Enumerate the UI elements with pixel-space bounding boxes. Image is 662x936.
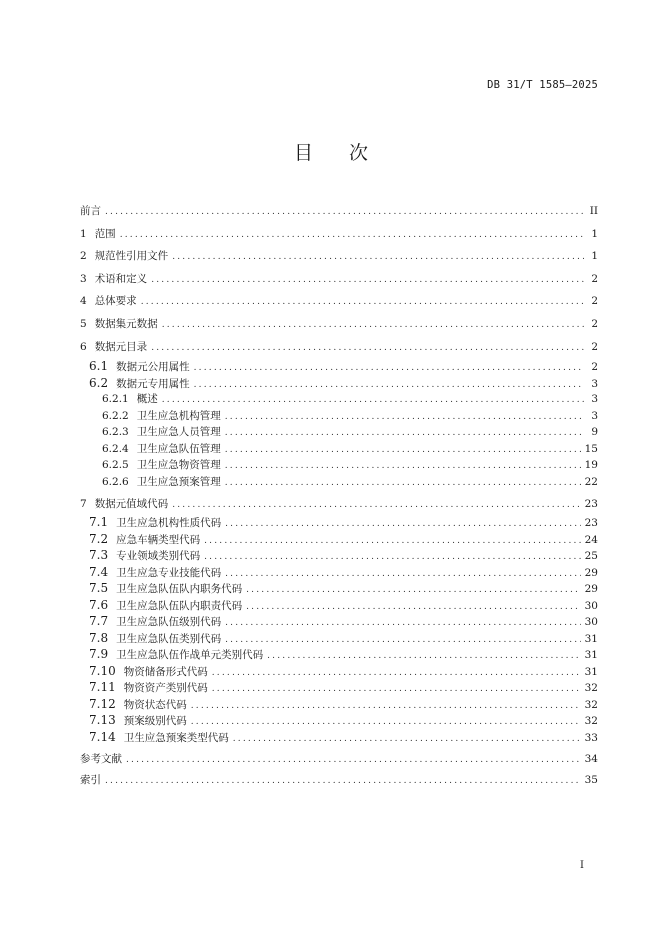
toc-dot-leader [212, 681, 581, 698]
toc-entry-title: 概述 [136, 393, 158, 406]
toc-entry-number: 7.13 [89, 713, 116, 728]
toc-entry-number: 7.3 [89, 548, 109, 563]
toc-entry-page: 1 [591, 227, 598, 240]
toc-entry-title: 术语和定义 [94, 272, 148, 285]
toc-dot-leader [225, 409, 584, 426]
toc-entry-number: 7.6 [89, 597, 109, 612]
toc-entry-title: 应急车辆类型代码 [116, 533, 201, 546]
toc-entry-title: 卫生应急预案管理 [136, 475, 221, 488]
toc-entry-title: 数据集元数据 [94, 317, 158, 330]
toc-entry-title: 前言 [80, 205, 101, 217]
toc-entry[interactable] [80, 531, 598, 548]
toc-entry-number: 7.10 [89, 663, 116, 678]
toc-entry-page: 1 [591, 250, 598, 263]
toc-entry-title: 预案级别代码 [123, 715, 187, 728]
toc-entry-number: 4 [80, 295, 87, 308]
toc-entry-number: 6 [80, 340, 87, 353]
toc-entry[interactable] [80, 375, 598, 392]
toc-entry-number: 7.7 [89, 614, 109, 629]
toc-entry[interactable] [80, 408, 598, 425]
toc-dot-leader [225, 442, 581, 459]
toc-entry-title: 数据元值域代码 [94, 498, 169, 511]
toc-entry-page: 31 [584, 665, 598, 678]
toc-entry-page: 30 [584, 599, 598, 612]
toc-dot-leader [194, 360, 584, 377]
toc-entry-page: 25 [584, 550, 598, 563]
toc-entry-page: 32 [584, 698, 598, 711]
toc-entry[interactable] [80, 290, 598, 313]
toc-entry-title: 专业领域类别代码 [116, 550, 201, 563]
toc-entry-title: 规范性引用文件 [94, 250, 169, 263]
toc-entry-page: 2 [591, 317, 598, 330]
toc-entry-title: 物资资产类别代码 [123, 682, 208, 695]
toc-entry[interactable] [80, 769, 598, 791]
toc-entry-page: 29 [584, 566, 598, 579]
toc-entry-title: 索引 [80, 774, 101, 787]
toc-entry-page: 29 [584, 583, 598, 596]
toc-entry-page: 15 [584, 442, 598, 455]
toc-entry[interactable] [80, 696, 598, 713]
toc-entry[interactable] [80, 613, 598, 630]
toc-dot-leader [151, 337, 584, 360]
toc-entry-number: 7.12 [89, 696, 116, 711]
toc-entry[interactable] [80, 564, 598, 581]
toc-entry-number: 7.2 [89, 531, 109, 546]
toc-entry[interactable] [80, 547, 598, 564]
toc-entry-page: 3 [591, 393, 598, 406]
toc-entry-page: 35 [584, 774, 598, 787]
toc-entry[interactable] [80, 245, 598, 268]
toc-dot-leader [233, 731, 581, 748]
toc-entry-number: 2 [80, 250, 87, 263]
toc-dot-leader [225, 458, 581, 475]
toc-entry-title: 卫生应急物资管理 [136, 459, 221, 472]
toc-entry-page: 23 [584, 498, 598, 511]
title-part-2: 次 [349, 142, 369, 164]
toc-entry-number: 7.8 [89, 630, 109, 645]
toc-entry-page: 19 [584, 459, 598, 472]
toc-dot-leader [225, 475, 581, 492]
toc-entry[interactable] [80, 441, 598, 458]
toc-entry-title: 卫生应急队伍队内职务代码 [116, 583, 243, 596]
toc-entry-number: 7 [80, 498, 87, 511]
standard-code: DB 31/T 1585—2025 [487, 79, 598, 91]
toc-entry-number: 7.11 [89, 680, 116, 695]
toc-entry-page: 33 [584, 731, 598, 744]
toc-entry-page: 22 [584, 475, 598, 488]
toc-dot-leader [120, 224, 584, 247]
toc-entry-page: 31 [584, 649, 598, 662]
toc-entry-page: 3 [591, 409, 598, 422]
toc-entry[interactable] [80, 514, 598, 531]
toc-dot-leader [225, 516, 581, 533]
toc-entry-title: 数据元目录 [94, 340, 148, 353]
toc-entry-number: 6.1 [89, 359, 109, 374]
toc-entry-page: 2 [591, 340, 598, 353]
toc-entry-page: 3 [591, 377, 598, 390]
toc-entry-title: 卫生应急人员管理 [136, 426, 221, 439]
toc-entry-page: 31 [584, 632, 598, 645]
toc-dot-leader [246, 582, 581, 599]
toc-entry-page: 2 [591, 272, 598, 285]
toc-entry-page: 24 [584, 533, 598, 546]
toc-entry[interactable] [80, 268, 598, 291]
toc-entry[interactable] [80, 391, 598, 408]
toc-entry-title: 卫生应急机构性质代码 [116, 517, 222, 530]
toc-dot-leader [204, 549, 581, 566]
toc-entry-number: 7.9 [89, 647, 109, 662]
toc-entry[interactable] [80, 729, 598, 746]
toc-dot-leader [225, 566, 581, 583]
toc-dot-leader [151, 269, 584, 292]
toc-entry-title: 卫生应急机构管理 [136, 409, 221, 422]
toc-entry-number: 1 [80, 227, 87, 240]
toc-entry[interactable] [80, 358, 598, 375]
toc-dot-leader [225, 632, 581, 649]
toc-entry-title: 物资储备形式代码 [123, 665, 208, 678]
toc-entry[interactable] [80, 630, 598, 647]
toc-entry-number: 7.4 [89, 564, 109, 579]
toc-entry-title: 数据元专用属性 [116, 377, 190, 390]
toc-entry-number: 6.2.4 [102, 442, 129, 455]
toc-entry-number: 7.5 [89, 581, 109, 596]
toc-entry[interactable] [80, 474, 598, 491]
toc-entry-number: 6.2.1 [102, 393, 129, 406]
title-part-1: 目 [293, 142, 313, 164]
toc-entry-number: 3 [80, 272, 87, 285]
toc-dot-leader [162, 392, 584, 409]
page-number: I [580, 860, 584, 871]
toc-entry[interactable] [80, 200, 598, 223]
toc-entry[interactable] [80, 223, 598, 246]
toc-entry[interactable] [80, 745, 598, 769]
toc-dot-leader [162, 314, 584, 337]
toc-dot-leader [212, 665, 581, 682]
toc-dot-leader [225, 425, 584, 442]
toc-entry-number: 5 [80, 317, 87, 330]
toc-entry-page: 9 [591, 426, 598, 439]
toc-entry-number: 7.1 [89, 515, 109, 530]
toc-entry-title: 物资状态代码 [123, 698, 187, 711]
toc-entry-page: 34 [584, 753, 598, 766]
toc-entry-page: 32 [584, 715, 598, 728]
toc-entry[interactable] [80, 679, 598, 696]
page-title [0, 138, 662, 165]
toc-entry-title: 卫生应急队伍级别代码 [116, 616, 222, 629]
toc-dot-leader [246, 599, 581, 616]
toc-entry-title: 范围 [94, 227, 116, 240]
toc-entry-page: 2 [591, 295, 598, 308]
toc-entry[interactable] [80, 712, 598, 729]
toc-entry[interactable] [80, 336, 598, 359]
toc-dot-leader [267, 648, 581, 665]
toc-entry-number: 6.2.2 [102, 409, 129, 422]
toc-dot-leader [105, 770, 581, 792]
toc-entry-title: 卫生应急队伍管理 [136, 442, 221, 455]
toc-entry-page: 23 [584, 517, 598, 530]
toc-dot-leader [191, 714, 581, 731]
toc-dot-leader [204, 533, 581, 550]
toc-entry-page: 32 [584, 682, 598, 695]
toc-entry-title: 卫生应急专业技能代码 [116, 566, 222, 579]
toc-dot-leader [225, 615, 581, 632]
toc-dot-leader [141, 291, 584, 314]
toc-entry[interactable] [80, 580, 598, 597]
toc-dot-leader [172, 246, 584, 269]
toc-entry[interactable] [80, 457, 598, 474]
toc-entry-page: 30 [584, 616, 598, 629]
toc-entry-number: 6.2.6 [102, 475, 129, 488]
toc-entry[interactable] [80, 313, 598, 336]
toc-entry-title: 卫生应急队伍作战单元类别代码 [116, 649, 264, 662]
toc-entry-page: 2 [591, 361, 598, 374]
toc-entry-number: 7.14 [89, 729, 116, 744]
toc-entry-number: 6.2 [89, 375, 109, 390]
toc-entry-title: 卫生应急预案类型代码 [123, 731, 229, 744]
toc-entry-title: 数据元公用属性 [116, 361, 190, 374]
toc-entry-page: II [589, 205, 598, 217]
toc-entry-title: 参考文献 [80, 753, 122, 766]
table-of-contents [80, 200, 598, 791]
toc-dot-leader [194, 377, 584, 394]
toc-entry[interactable] [80, 490, 598, 514]
toc-entry-number: 6.2.3 [102, 426, 129, 439]
toc-dot-leader [191, 698, 581, 715]
toc-entry[interactable] [80, 663, 598, 680]
toc-dot-leader [105, 201, 584, 224]
toc-dot-leader [172, 491, 580, 519]
toc-entry[interactable] [80, 424, 598, 441]
toc-entry[interactable] [80, 597, 598, 614]
toc-entry-title: 卫生应急队伍类别代码 [116, 632, 222, 645]
toc-entry-number: 6.2.5 [102, 459, 129, 472]
toc-entry[interactable] [80, 646, 598, 663]
toc-entry-title: 总体要求 [94, 295, 137, 308]
toc-entry-title: 卫生应急队伍队内职责代码 [116, 599, 243, 612]
